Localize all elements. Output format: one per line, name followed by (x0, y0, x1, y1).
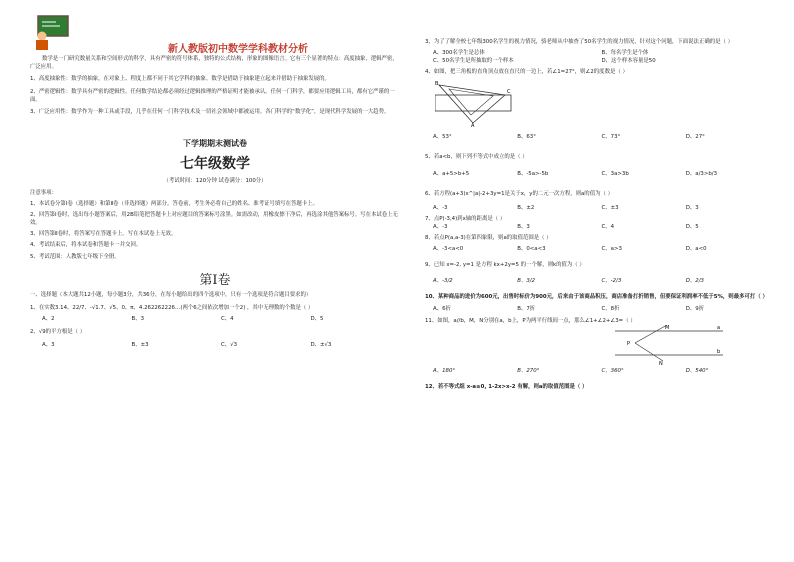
notes-title: 注意事项： (30, 190, 57, 197)
option: A、6折 (433, 305, 451, 312)
option: D、540° (685, 367, 709, 374)
svg-text:B: B (435, 81, 439, 88)
question-10-options (425, 305, 770, 313)
banner-title: 新人教版初中数学学科教材分析 (168, 44, 308, 55)
option: A、-3 (433, 224, 448, 231)
option: D、27° (685, 134, 705, 141)
svg-text:C: C (507, 89, 511, 96)
option: C、-2/3 (601, 278, 622, 285)
option: C、50名学生是所抽取的一个样本 (433, 58, 514, 65)
question-1: 1、在实数3.14、22/7、-√1.7、√5、0、π、4.262262226…(两个6之间依次增加一个2) ，其中无理数的个数是（ ） (30, 305, 314, 312)
option: B、7折 (517, 305, 536, 312)
svg-text:A: A (471, 123, 475, 128)
option: C、3a>3b (601, 170, 629, 177)
intro-point-1: 1、高度抽象性：数学的抽象，在对象上、程度上都不同于其它学科的抽象。数学是借助于抽象建立起来并借助于抽象发展的。 (30, 76, 330, 83)
question-10: 10、某种商品的进价为600元，出售时标价为900元，后来由于该商品积压，商店准备打折销售，但要保证利润率不低于5%，则最多可打（ ） (425, 294, 768, 301)
option: A、a+5>b+5 (433, 170, 470, 177)
svg-text:P: P (627, 340, 631, 347)
question-12: 12、若不等式组 x-a≥0, 1-2x>x-2 有解，则a的取值范围是（ ） (425, 383, 588, 390)
question-11-options (425, 367, 770, 375)
option: B、±2 (517, 204, 535, 211)
svg-text:b: b (717, 348, 721, 355)
note-4: 4、考试结束后，将本试卷和答题卡一并交回。 (30, 242, 142, 249)
question-7-options (425, 223, 770, 231)
question-8: 8、若点P(a,a-3)在第四象限，则a的取值范围是（ ） (425, 235, 552, 242)
question-3-options-row1 (425, 49, 770, 57)
question-3-options-row2 (425, 57, 770, 65)
option: D、a/3>b/3 (685, 170, 718, 177)
left-column (30, 55, 400, 349)
question-4-options (425, 133, 770, 141)
svg-text:a: a (717, 324, 721, 331)
note-3: 3、回答第Ⅱ卷时，将答案写在答题卡上。写在本试卷上无效。 (30, 231, 177, 238)
option: B、3 (517, 224, 530, 231)
exam-subtitle: 下学期期末测试卷 (183, 139, 247, 149)
question-2-options (30, 341, 400, 349)
triangle-ruler-figure (435, 79, 525, 127)
question-5: 5、若a<b，则下列不等式中成立的是（ ） (425, 154, 528, 161)
option: C、√3 (221, 342, 238, 349)
note-5: 5、考试范围：人教版七年级下全册。 (30, 253, 120, 260)
option: A、-3<a<0 (433, 246, 464, 253)
option: A、-3/2 (433, 278, 453, 285)
question-9: 9、已知 x=-2, y=1 是方程 kx+2y=5 的一个解，则k的值为（ ） (425, 262, 585, 269)
exam-title: 七年级数学 (180, 156, 250, 173)
option: D、5 (685, 224, 699, 231)
question-2: 2、√9的平方根是（ ） (30, 329, 86, 336)
option: A、2 (42, 316, 55, 323)
option: C、a>3 (601, 246, 622, 253)
option: B、每名学生是个体 (601, 50, 649, 57)
exam-meta: （考试时间：120分钟 试卷满分：100分） (163, 178, 267, 185)
option: C、4 (221, 316, 234, 323)
question-6: 6、若方程(a+3)x^|a|-2+3y=1是关于x，y的二元一次方程，则a的值为（ ） (425, 190, 613, 197)
parallel-lines-figure (615, 325, 725, 365)
option: C、360° (601, 367, 624, 374)
option: C、4 (601, 224, 615, 231)
option: B、270° (517, 367, 540, 374)
option: C、8折 (601, 305, 620, 312)
question-6-options (425, 204, 770, 212)
option: A、-3 (433, 204, 448, 211)
question-7: 7、点P(-3,4)到x轴的距离是（ ） (425, 215, 506, 222)
question-5-options (425, 170, 770, 178)
option: D、3 (685, 204, 699, 211)
question-9-options (425, 277, 770, 285)
option: B、3 (131, 316, 145, 323)
right-column (425, 38, 770, 391)
option: B、3/2 (517, 278, 536, 285)
section-heading: 第Ⅰ卷 (199, 272, 231, 288)
question-3: 3、为了了解全校七年级300名学生的视力情况，骆老师从中抽查了50名学生的视力情况，针对这个问题，下面说法正确的是（ ） (425, 39, 733, 45)
intro-point-2: 2、严密逻辑性：数学具有严密的逻辑性，任何数学结论都必须经过逻辑推理的严格证明才能被承认。任何一门科学，都要应用逻辑工具，都有它严谨的一面。 (30, 88, 395, 103)
svg-text:N: N (659, 360, 663, 365)
option: D、9折 (685, 305, 705, 312)
option: D、这个样本容量是50 (601, 58, 656, 65)
option: B、0<a<3 (517, 246, 546, 253)
option: D、2/3 (685, 278, 704, 285)
intro-point-3: 3、广泛应用性：数学作为一种工具或手段，几乎在任何一门科学技术及一切社会领域中都被运用。各门科学的“数学化”，是现代科学发展的一大趋势。 (30, 109, 390, 116)
option: D、±√3 (310, 342, 332, 349)
option: B、±3 (131, 342, 149, 349)
option: B、-5a>-5b (517, 170, 549, 177)
option: A、53° (433, 134, 452, 141)
option: C、±3 (601, 204, 619, 211)
note-1: 1、本试卷分第Ⅰ卷（选择题）和第Ⅱ卷（非选择题）两部分。答卷前，考生务必将自己的姓名、准考证号填写在答题卡上。 (30, 200, 318, 207)
option: A、3 (42, 342, 55, 349)
svg-text:M: M (665, 324, 670, 331)
note-2: 2、回答第Ⅰ卷时，选出每小题答案后，用2B铅笔把答题卡上对应题目的答案标号涂黑。如需改动，用橡皮擦干净后，再选涂其他答案标号。写在本试卷上无效。 (30, 211, 398, 227)
intro-paragraph: 数学是一门研究数量关系和空间形式的科学，具有严密的符号体系，独特的公式结构，形象的图像语言。它有三个显著的特点：高度抽象，逻辑严密，广泛应用。 (30, 56, 398, 71)
question-8-options (425, 245, 770, 253)
section-description: 一、选择题（本大题共12小题，每小题3分，共36分，在每小题给出的四个选项中，只有一个选项是符合题目要求的） (30, 291, 312, 298)
option: D、5 (310, 316, 324, 323)
question-11: 11、如图，a//b，M，N分别在a，b上，P为两平行线间一点，那么∠1+∠2+∠3=（ ） (425, 317, 636, 324)
question-4: 4、如图，把三角板的直角顶点放在直尺的一边上，若∠1=27°，则∠2的度数是（ ） (425, 69, 628, 76)
option: B、63° (517, 134, 536, 141)
teacher-logo-icon (30, 12, 70, 52)
question-1-options (30, 315, 400, 323)
option: D、a<0 (685, 246, 707, 253)
option: A、180° (433, 367, 456, 374)
option: C、73° (601, 134, 621, 141)
option: A、300名学生是总体 (433, 50, 485, 57)
